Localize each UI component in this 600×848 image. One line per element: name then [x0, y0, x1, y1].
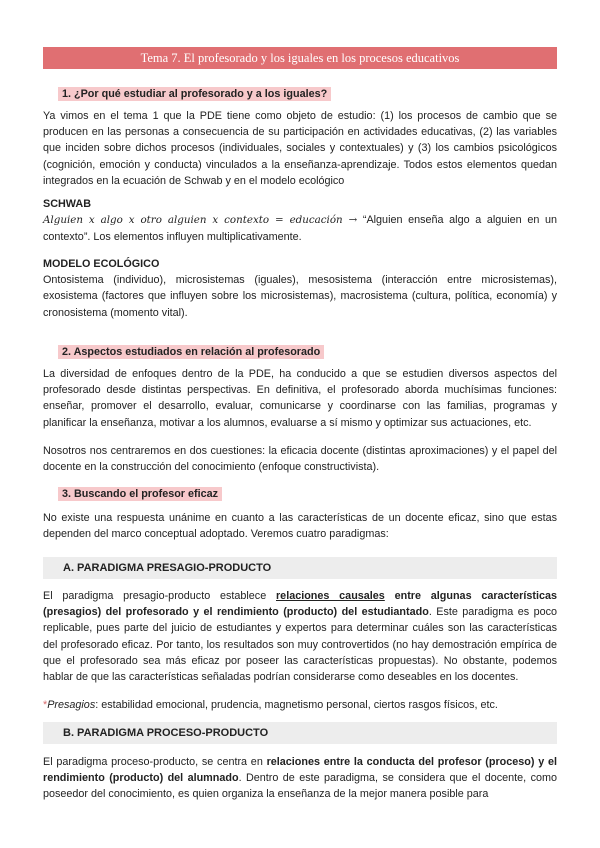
note-asterisk: *: [43, 699, 48, 712]
note-label: Presagios: [47, 699, 96, 712]
schwab-explanation: “Alguien enseña algo a alguien en un contexto”. Los elementos influyen multiplicativamente.: [43, 214, 557, 243]
paradigm-a-text-start: El paradigma presagio-producto establece: [43, 590, 276, 602]
section-2-paragraph-2: Nosotros nos centraremos en dos cuestiones: la eficacia docente (distintas aproximaciones) y el papel del docente en la construcción del conocimiento (enfoque constructivista).: [43, 444, 557, 473]
paradigm-b-heading: [43, 722, 557, 744]
page-title: Tema 7. El profesorado y los iguales en los procesos educativos: [43, 47, 557, 69]
presagios-note: [43, 697, 557, 713]
ecological-text: Ontosistema (individuo), microsistemas (iguales), mesosistema (interacción entre microsistemas), exosistema (factores que influyen sobre los microsistemas), macrosistema (cultura, política, economía) y cronosistema (momento vital).: [43, 274, 557, 319]
paradigm-a-text-end: . Este paradigma es poco replicable, pues parte del juicio de estudiantes y expertos para determinar cuáles son las características del profesorado eficaz. Por tanto, los resultados son muy controvertidos (no hay demostración empírica de que el profesorado sea más eficaz por poseer las características propuestas). No obstante, podemos hablar de que las características señaladas podrían considerarse como deseables en los docentes.: [43, 606, 557, 683]
section-3-heading-wrap: [58, 486, 222, 502]
section-1-paragraph: Ya vimos en el tema 1 que la PDE tiene como objeto de estudio: (1) los procesos de cambio que se producen en las personas a consecuencia de su participación en actividades educativas, (2) las variables que inciden sobre dichos procesos (individuales, sociales y contextuales) y (3) los cambios psicológicos (cognición, emoción y conducta) vinculados a la enseñanza-aprendizaje. Todos estos elementos quedan integrados en la ecuación de Schwab y en el modelo ecológico: [43, 110, 557, 187]
schwab-block: [43, 196, 557, 245]
paradigm-b-body: [43, 754, 557, 803]
section-2-heading-wrap: [58, 344, 324, 360]
paradigm-a-underlined: relaciones causales: [275, 590, 385, 602]
section-3-heading: 3. Buscando el profesor eficaz: [58, 487, 222, 501]
paradigm-b-text-end: . Dentro de este paradigma, se considera que el docente, como poseedor del conocimiento, es quien organiza la enseñanza de la mejor manera posible para: [43, 772, 557, 801]
paradigm-a-body: [43, 588, 557, 713]
paradigm-b-paragraph: [43, 754, 557, 803]
section-2-heading: 2. Aspectos estudiados en relación al profesorado: [58, 345, 324, 359]
paradigm-a-paragraph: [43, 588, 557, 685]
note-text: : estabilidad emocional, prudencia, magnetismo personal, ciertos rasgos físicos, etc.: [95, 699, 498, 712]
paradigm-b-heading-text: B. PARADIGMA PROCESO-PRODUCTO: [63, 727, 269, 739]
paradigm-a-heading: [43, 557, 557, 579]
schwab-formula: Alguien x algo x otro alguien x contexto = educación →: [43, 214, 358, 227]
paradigm-b-bold: relaciones entre la conducta del profesor (proceso) y el rendimiento (producto) del alumnado: [43, 756, 558, 785]
section-3-body: [43, 510, 557, 542]
paradigm-b-text-start: El paradigma proceso-producto, se centra en: [43, 756, 267, 768]
schwab-label: SCHWAB: [43, 198, 91, 210]
schwab-equation: [43, 212, 557, 245]
paradigm-a-heading-text: A. PARADIGMA PRESAGIO-PRODUCTO: [63, 562, 272, 574]
section-1-intro: [43, 108, 557, 189]
paradigm-a-bold: entre algunas características (presagios) del profesorado y el rendimiento (producto) del estudiantado: [43, 590, 557, 619]
ecological-block: [43, 256, 557, 321]
section-1-heading: 1. ¿Por qué estudiar al profesorado y a los iguales?: [58, 87, 331, 101]
section-3-paragraph: No existe una respuesta unánime en cuanto a las características de un docente eficaz, sino que estas dependen del marco conceptual adoptado. Veremos cuatro paradigmas:: [43, 512, 557, 541]
ecological-label: MODELO ECOLÓGICO: [43, 258, 160, 270]
section-1-heading-wrap: [58, 86, 331, 102]
section-2-body: [43, 366, 557, 475]
section-2-paragraph-1: La diversidad de enfoques dentro de la PDE, ha conducido a que se estudien diversos aspectos del profesorado desde distintas perspectivas. En definitiva, el profesorado aborda muchísimas funciones: enseñar, promover el desarrollo, evaluar, comunicarse y coordinarse con las familias, programas y planificar la enseñanza, motivar a los alumnos, evaluarse a sí mismo y optimizar sus actuaciones, etc.: [43, 368, 557, 429]
